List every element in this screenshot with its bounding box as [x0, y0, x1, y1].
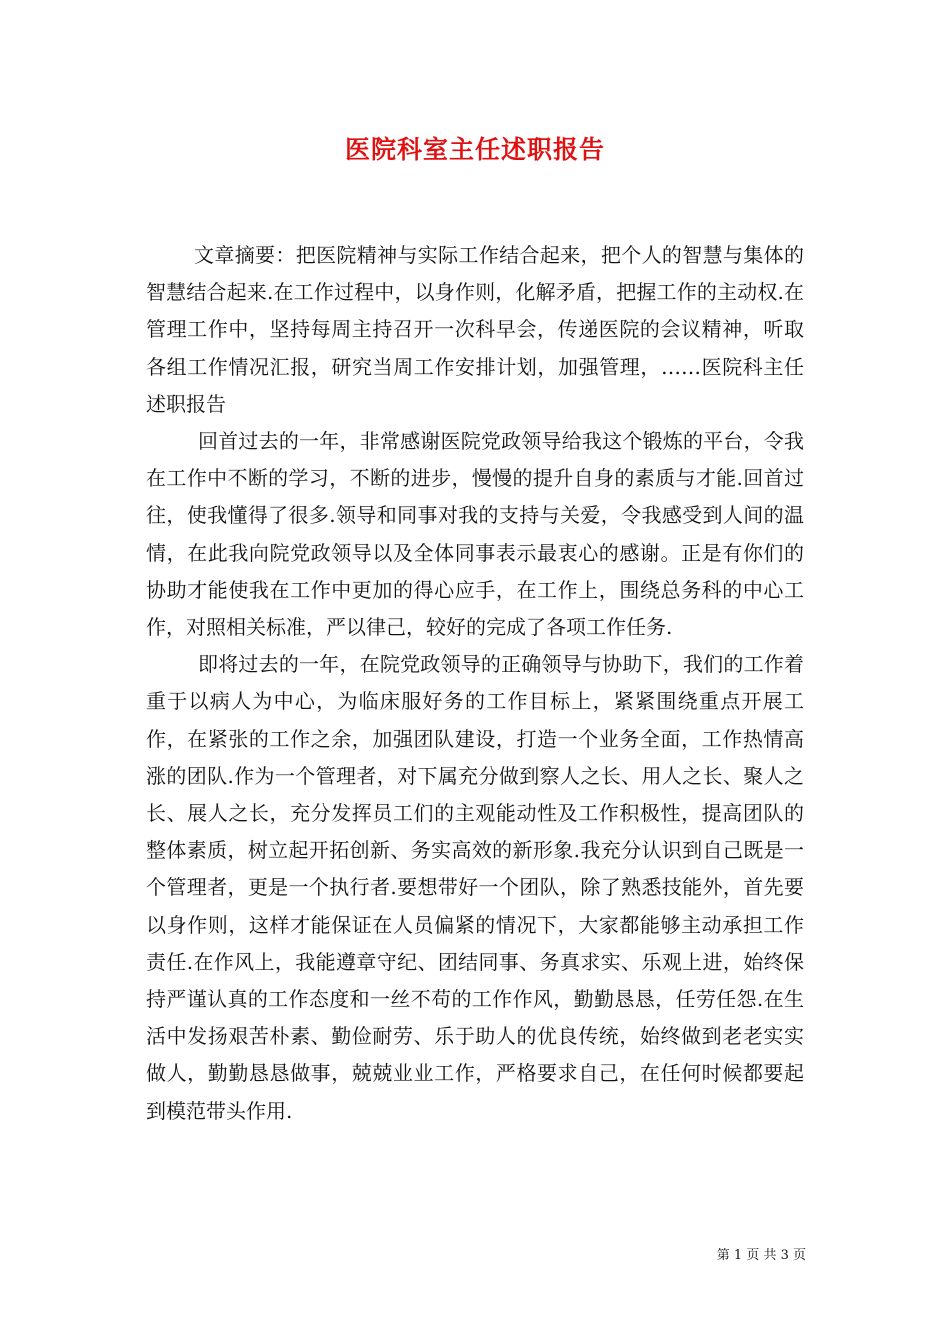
document-title: 医院科室主任述职报告: [344, 135, 605, 164]
paragraph-abstract: 文章摘要：把医院精神与实际工作结合起来，把个人的智慧与集体的智慧结合起来.在工作过程中，以身作则，化解矛盾，把握工作的主动权.在管理工作中，坚持每周主持召开一次科早会，传递医院的会议精神，听取各组工作情况汇报，研究当周工作安排计划，加强管理，……医院科主任述职报告: [146, 243, 804, 416]
page-number: 第 1 页 共 3 页: [716, 1248, 806, 1263]
paragraph-work: 即将过去的一年，在院党政领导的正确领导与协助下，我们的工作着重于以病人为中心，为临床服好务的工作目标上，紧紧围绕重点开展工作，在紧张的工作之余，加强团队建设，打造一个业务全面，工作热情高涨的团队.作为一个管理者，对下属充分做到察人之长、用人之长、聚人之长、展人之长，充分发挥员工们的主观能动性及工作积极性，提高团队的整体素质，树立起开拓创新、务实高效的新形象.我充分认识到自己既是一个管理者，更是一个执行者.要想带好一个团队，除了熟悉技能外，首先要以身作则，这样才能保证在人员偏紧的情况下，大家都能够主动承担工作责任.在作风上，我能遵章守纪、团结同事、务真求实、乐观上进，始终保持严谨认真的工作态度和一丝不苟的工作作风，勤勤恳恳，任劳任怨.在生活中发扬艰苦朴素、勤俭耐劳、乐于助人的优良传统，始终做到老老实实做人，勤勤恳恳做事，兢兢业业工作，严格要求自己，在任何时候都要起到模范带头作用.: [146, 652, 804, 1123]
document-body: [146, 237, 804, 1130]
paragraph-review: 回首过去的一年，非常感谢医院党政领导给我这个锻炼的平台，令我在工作中不断的学习，不断的进步，慢慢的提升自身的素质与才能.回首过往，使我懂得了很多.领导和同事对我的支持与关爱，令我感受到人间的温情，在此我向院党政领导以及全体同事表示最衷心的感谢。正是有你们的协助才能使我在工作中更加的得心应手，在工作上，围绕总务科的中心工作，对照相关标准，严以律己，较好的完成了各项工作任务.: [146, 429, 804, 640]
